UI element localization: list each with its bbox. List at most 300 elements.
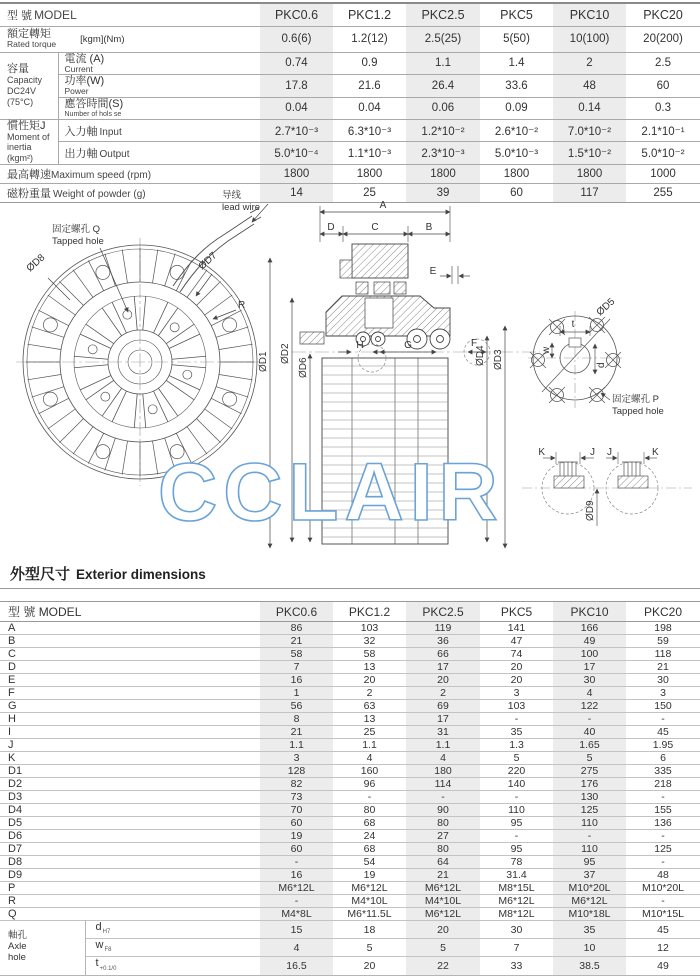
dim-row-label: I [0,726,260,739]
dim-value-cell: 1 [260,687,333,700]
spec-value-cell: 0.3 [626,97,700,119]
dim-value-cell: 4 [333,752,406,765]
dim-value-cell: - [333,791,406,804]
dim-value-cell: 15 [260,921,333,939]
spec-value-cell: 2 [553,52,626,75]
front-view-labels [25,189,268,319]
dim-row-label: E [0,674,260,687]
dim-value-cell: 136 [626,817,700,830]
spec-value-cell: 0.6(6) [260,26,333,52]
dim-label-k-left: K [538,447,545,458]
spec-value-cell: 1.2*10⁻² [406,119,480,141]
table-row [0,752,700,765]
spec-row-max-speed [0,164,700,183]
dim-value-cell: 5 [333,939,406,957]
dim-value-cell: 86 [260,622,333,635]
dim-label-w: w [541,346,552,354]
dim-value-cell: 4 [553,687,626,700]
dim-value-cell: M6*12L [480,895,553,908]
dim-value-cell: 49 [553,635,626,648]
table-row [0,939,700,957]
spec-value-cell: 1800 [406,164,480,183]
dim-value-cell: 59 [626,635,700,648]
spec-value-cell: 1000 [626,164,700,183]
dim-value-cell: 20 [333,674,406,687]
dim-value-cell: - [480,791,553,804]
spec-value-cell: 1800 [553,164,626,183]
dim-value-cell: 1.1 [406,739,480,752]
dim-label-t: t [571,319,575,330]
dim-label-d7: ØD7 [196,250,220,273]
dim-value-cell: 198 [626,622,700,635]
dim-label-d3: ØD3 [493,349,504,370]
table-row [0,622,700,635]
spec-value-cell: 1.5*10⁻² [553,142,626,165]
dim-value-cell: 31.4 [480,869,553,882]
spec-value-cell: 2.5 [626,52,700,75]
dim-value-cell: 60 [260,817,333,830]
table-row [0,957,700,975]
dim-label-hub-d: d [596,362,607,368]
dim-header-row [0,602,700,622]
model-header-en: MODEL [34,7,77,22]
dim-label-d6: ØD6 [298,357,309,378]
dim-value-cell: 2 [333,687,406,700]
dim-value-cell: 4 [406,752,480,765]
capacity-cn: 容量 [7,63,29,76]
dim-value-cell: 3 [480,687,553,700]
dim-value-cell: 45 [626,726,700,739]
dim-value-cell: M10*15L [626,908,700,921]
dim-value-cell: 1.1 [333,739,406,752]
dim-value-cell: 35 [553,921,626,939]
tapped-hole-p-label-en: Tapped hole [612,406,664,417]
spec-row-rated-torque [0,26,700,52]
spec-value-cell: 0.06 [406,97,480,119]
spec-value-cell: 60 [480,183,553,202]
dim-label-b: B [425,222,433,233]
dim-value-cell: - [260,856,333,869]
dim-value-cell: 6 [626,752,700,765]
capacity-temp: (75°C) [7,97,34,108]
dim-value-cell: 36 [406,635,480,648]
power-label: 功率(W) Power [58,75,260,98]
inertia-group-label [0,119,58,164]
dim-row-label: H [0,713,260,726]
max-speed-label: 最高轉速Maximum speed (rpm) [0,164,260,183]
model-column-header: PKC20 [643,7,683,22]
section-title [10,563,206,584]
spec-value-cell: 25 [333,183,406,202]
dim-value-cell: 96 [333,778,406,791]
dim-value-cell: M10*20L [553,882,626,895]
dim-value-cell: 80 [406,817,480,830]
dim-value-cell: 78 [480,856,553,869]
dim-value-cell: - [553,830,626,843]
dim-value-cell: 141 [480,622,553,635]
dim-value-cell: - [626,895,700,908]
table-row [0,687,700,700]
dim-label-c: C [371,222,379,233]
dim-value-cell: 80 [333,804,406,817]
dim-value-cell: M6*12L [406,882,480,895]
dim-value-cell: 80 [406,843,480,856]
spec-value-cell: 0.74 [260,52,333,75]
spec-value-cell: 1800 [333,164,406,183]
dim-value-cell: 17 [406,713,480,726]
spec-value-cell: 0.04 [260,97,333,119]
dim-label-a: A [379,200,387,211]
dim-value-cell: 40 [553,726,626,739]
dim-value-cell: 90 [406,804,480,817]
dim-value-cell: 30 [626,674,700,687]
dim-label-h: H [356,340,364,351]
dim-value-cell: - [260,895,333,908]
dim-value-cell: 82 [260,778,333,791]
dim-value-cell: 95 [480,843,553,856]
dim-value-cell: 16 [260,674,333,687]
dim-value-cell: 20 [406,921,480,939]
dim-value-cell: 17 [553,661,626,674]
dim-value-cell: M6*12L [260,882,333,895]
inertia-unit: (kgm²) [7,152,33,163]
dim-row-label: D8 [0,856,260,869]
dim-value-cell: 103 [333,622,406,635]
drawing-svg [0,186,700,558]
dim-value-cell: 30 [553,674,626,687]
dim-value-cell: 103 [480,700,553,713]
model-column-header: PKC2.5 [406,602,480,622]
spec-row-inertia-input [0,119,700,141]
dim-value-cell: M6*12L [406,908,480,921]
dim-value-cell: 5 [406,939,480,957]
spec-value-cell: 21.6 [333,75,406,98]
dim-value-cell: 166 [553,622,626,635]
dim-value-cell: 68 [333,817,406,830]
dim-row-label: P [0,882,260,895]
dim-label-e: E [429,266,437,277]
spec-value-cell: 1.1 [406,52,480,75]
dim-value-cell: 110 [553,817,626,830]
dim-value-cell: 19 [333,869,406,882]
dim-value-cell: - [626,791,700,804]
dim-value-cell: 37 [553,869,626,882]
dim-row-label: J [0,739,260,752]
dim-label-d: D [327,222,335,233]
dim-value-cell: 24 [333,830,406,843]
dim-value-cell: M4*10L [333,895,406,908]
dim-value-cell: 64 [406,856,480,869]
dim-value-cell: 27 [406,830,480,843]
dim-row-label: K [0,752,260,765]
spec-value-cell: 48 [553,75,626,98]
spec-value-cell: 2.5(25) [406,26,480,52]
dim-value-cell: 335 [626,765,700,778]
inertia-input-label: 入力軸 Input [58,119,260,141]
dim-value-cell: 73 [260,791,333,804]
dim-value-cell: 21 [626,661,700,674]
dim-value-cell: 16 [260,869,333,882]
detail-view [522,452,692,526]
table-row [0,739,700,752]
model-column-header: PKC2.5 [406,3,480,26]
dim-value-cell: 21 [260,726,333,739]
dim-value-cell: 58 [333,648,406,661]
dim-value-cell: 31 [406,726,480,739]
dim-value-cell: 176 [553,778,626,791]
model-header-cn: 型 號 [7,9,33,22]
spec-value-cell: 17.8 [260,75,333,98]
dim-value-cell: - [480,713,553,726]
table-row [0,765,700,778]
dim-value-cell: 70 [260,804,333,817]
dim-value-cell: 220 [480,765,553,778]
dim-value-cell: 130 [553,791,626,804]
dim-label-r: R [238,300,246,311]
rated-torque-en: Rated torque [7,39,57,50]
dim-value-cell: 100 [553,648,626,661]
spec-model-header [0,3,260,26]
lead-wire-label-en: lead wire [222,202,261,213]
spec-value-cell: 26.4 [406,75,480,98]
model-column-header: PKC0.6 [260,3,333,26]
dim-value-cell: 12 [626,939,700,957]
dim-value-cell: 5 [553,752,626,765]
axle-tolerance-mark: H7 [102,929,111,936]
lead-wire-label-cn: 导线 [222,190,242,201]
spec-value-cell: 255 [626,183,700,202]
spec-value-cell: 2.7*10⁻³ [260,119,333,141]
dim-value-cell: 47 [480,635,553,648]
spec-value-cell: 5(50) [480,26,553,52]
dim-value-cell: - [553,713,626,726]
spec-value-cell: 1800 [480,164,553,183]
spec-header-row [0,3,700,26]
dim-value-cell: - [480,830,553,843]
dim-value-cell: 54 [333,856,406,869]
current-label: 電流 (A) Current [58,52,260,75]
table-row [0,713,700,726]
dim-value-cell: 30 [480,921,553,939]
axle-tolerance-mark: F8 [104,947,112,954]
dim-value-cell: 140 [480,778,553,791]
dim-value-cell: 275 [553,765,626,778]
dim-row-label: C [0,648,260,661]
spec-value-cell: 2.3*10⁻³ [406,142,480,165]
dim-value-cell: 1.65 [553,739,626,752]
dim-value-cell: M10*18L [553,908,626,921]
dim-value-cell: 8 [260,713,333,726]
dim-value-cell: M4*10L [406,895,480,908]
dim-value-cell: 68 [333,843,406,856]
dim-row-label: D3 [0,791,260,804]
dim-value-cell: 110 [553,843,626,856]
spec-row-inertia-output [0,142,700,165]
dim-value-cell: 150 [626,700,700,713]
section-title-en: Exterior dimensions [76,567,206,582]
spec-value-cell: 0.09 [480,97,553,119]
dim-value-cell: 3 [260,752,333,765]
dim-value-cell: - [626,856,700,869]
dimensions-table [0,601,700,976]
spec-value-cell: 33.6 [480,75,553,98]
dim-value-cell: M8*15L [480,882,553,895]
dim-row-label: D1 [0,765,260,778]
dim-value-cell: 20 [333,957,406,975]
axle-sub-label: $w_{F8}$ [85,939,260,957]
spec-row-current [0,52,700,75]
dim-value-cell: 160 [333,765,406,778]
table-row [0,648,700,661]
spec-table [0,2,700,203]
dim-value-cell: 4 [260,939,333,957]
capacity-voltage: DC24V [7,86,37,97]
dim-value-cell: 1.1 [260,739,333,752]
table-row [0,869,700,882]
dim-value-cell: 125 [553,804,626,817]
dim-value-cell: 48 [626,869,700,882]
dim-value-cell: 125 [626,843,700,856]
spec-value-cell: 5.0*10⁻⁴ [260,142,333,165]
spec-value-cell: 2.1*10⁻¹ [626,119,700,141]
dim-value-cell: 218 [626,778,700,791]
model-column-header: PKC20 [626,602,700,622]
dim-row-label: B [0,635,260,648]
spec-row-power [0,75,700,98]
rated-torque-cn: 額定轉矩 [7,28,51,41]
dim-value-cell: 128 [260,765,333,778]
model-column-header: PKC5 [500,7,533,22]
dim-label-d2: ØD2 [280,343,291,364]
axle-hole-group-label: 軸孔 Axle hole [0,921,85,976]
table-row [0,635,700,648]
dim-value-cell: 118 [626,648,700,661]
dim-value-cell: - [626,830,700,843]
cclair-watermark: CCLAIR [158,447,504,538]
dim-value-cell: 19 [260,830,333,843]
table-row [0,895,700,908]
dim-row-label: D7 [0,843,260,856]
axle-sub-label: $t_{+0.1/0}$ [85,957,260,975]
spec-value-cell: 2.6*10⁻² [480,119,553,141]
title-divider [0,588,700,589]
spec-value-cell: 39 [406,183,480,202]
model-column-header: PKC1.2 [347,7,392,22]
dim-value-cell: 63 [333,700,406,713]
spec-value-cell: 1.2(12) [333,26,406,52]
dim-value-cell: M8*12L [480,908,553,921]
inertia-en: Moment of inertia [7,132,50,153]
table-row [0,674,700,687]
dim-row-label: Q [0,908,260,921]
spec-value-cell: 1.1*10⁻³ [333,142,406,165]
table-row [0,921,700,939]
dim-value-cell: 155 [626,804,700,817]
dim-label-k-right: K [652,447,659,458]
axle-sub-label: $d_{H7}$ [85,921,260,939]
spec-value-cell: 10(100) [553,26,626,52]
dim-value-cell: 21 [406,869,480,882]
table-row [0,856,700,869]
dim-label-d4: ØD4 [475,345,486,366]
dim-row-label: D [0,661,260,674]
dim-value-cell: 56 [260,700,333,713]
dim-value-cell: 114 [406,778,480,791]
model-column-header: PKC1.2 [333,602,406,622]
dim-value-cell: 58 [260,648,333,661]
table-row [0,726,700,739]
dim-value-cell: 5 [480,752,553,765]
dim-value-cell: 16.5 [260,957,333,975]
spec-row-response-time [0,97,700,119]
spec-value-cell: 5.0*10⁻³ [480,142,553,165]
dim-value-cell: 95 [480,817,553,830]
dim-value-cell: 60 [260,843,333,856]
dim-model-header: 型 號 MODEL [0,602,260,622]
model-column-header: PKC5 [480,602,553,622]
inertia-output-label: 出力軸 Output [58,142,260,165]
capacity-group-label [0,52,58,119]
dim-value-cell: 110 [480,804,553,817]
dim-value-cell: 69 [406,700,480,713]
model-column-header: PKC0.6 [260,602,333,622]
spec-value-cell: 0.14 [553,97,626,119]
spec-value-cell: 117 [553,183,626,202]
dim-value-cell: 7 [260,661,333,674]
dim-label-d1: ØD1 [258,351,269,372]
tapped-hole-q-label-en: Tapped hole [52,236,104,247]
dim-row-label: D5 [0,817,260,830]
tapped-hole-p-label-cn: 固定螺孔 P [612,394,659,405]
dim-value-cell: 1.3 [480,739,553,752]
dim-value-cell: M4*8L [260,908,333,921]
dim-label-d5: ØD5 [594,296,618,319]
response-time-label: 應答時間(S) Number of hols se [58,97,260,119]
spec-value-cell: 60 [626,75,700,98]
dim-value-cell: - [626,713,700,726]
tapped-hole-q-label-cn: 固定螺孔 Q [52,224,101,235]
dim-value-cell: 21 [260,635,333,648]
table-row [0,882,700,895]
spec-value-cell: 1.4 [480,52,553,75]
spec-value-cell: 7.0*10⁻² [553,119,626,141]
inertia-cn: 慣性矩J [7,119,46,132]
dim-value-cell: 38.5 [553,957,626,975]
dim-row-label: D4 [0,804,260,817]
dim-value-cell: 74 [480,648,553,661]
dim-value-cell: 35 [480,726,553,739]
spec-value-cell: 0.9 [333,52,406,75]
dim-value-cell: 49 [626,957,700,975]
dim-value-cell: 95 [553,856,626,869]
dim-row-label: D9 [0,869,260,882]
dim-value-cell: 1.95 [626,739,700,752]
dim-label-d9: ØD9 [585,500,596,521]
table-row [0,830,700,843]
section-title-cn: 外型尺寸 [10,566,71,583]
dim-value-cell: - [406,791,480,804]
dim-row-label: G [0,700,260,713]
table-row [0,700,700,713]
rated-torque-unit: [kgm](Nm) [80,33,125,45]
dim-value-cell: 66 [406,648,480,661]
spec-value-cell: 1800 [260,164,333,183]
dim-row-label: R [0,895,260,908]
dim-row-label: D2 [0,778,260,791]
dim-value-cell: 45 [626,921,700,939]
dim-value-cell: M6*12L [333,882,406,895]
dim-value-cell: 119 [406,622,480,635]
